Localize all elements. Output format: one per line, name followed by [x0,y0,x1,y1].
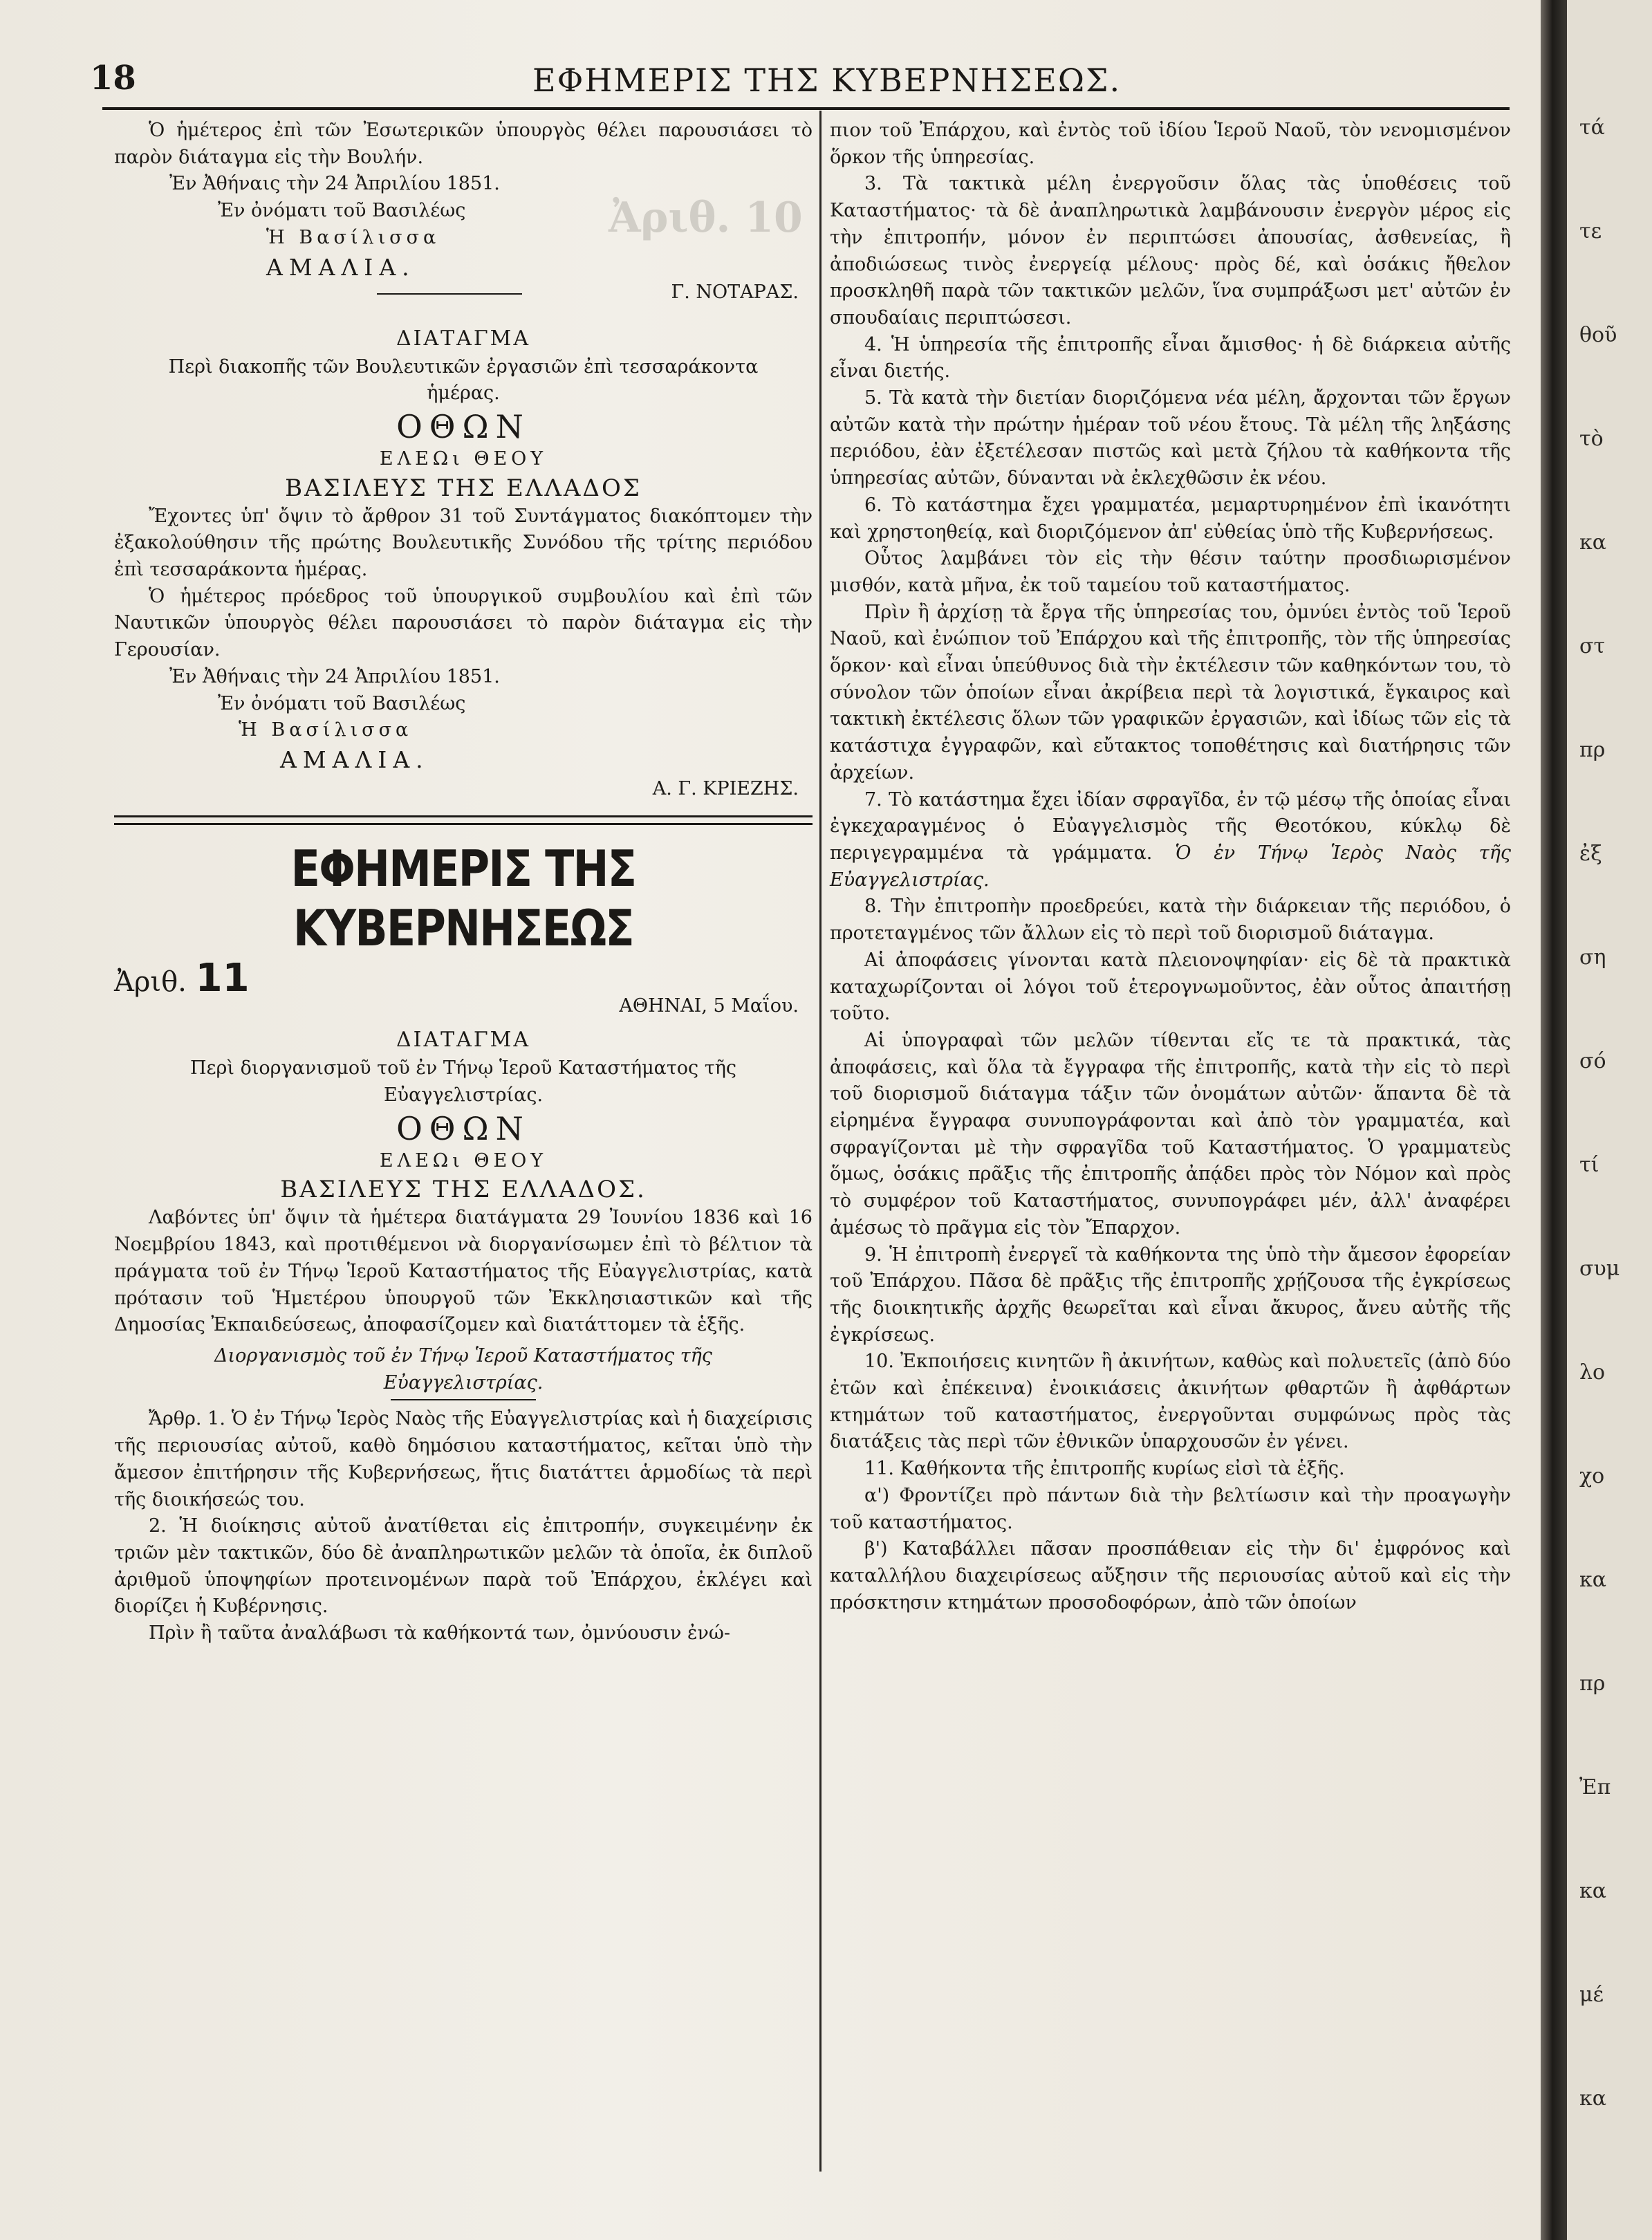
decree1-queen: ΑΜΑΛΙΑ. [266,253,416,281]
decree3-royal-title: ΒΑΣΙΛΕΥΣ ΤΗΣ ΕΛΛΑΔΟΣ. [280,1176,647,1204]
adjacent-page-fragment: ση [1579,945,1606,970]
adjacent-page-fragment: κα [1579,2086,1607,2111]
article11-a: α') Φροντίζει πρὸ πάντων διὰ τὴν βελτίωσιν καὶ τὴν προαγωγὴν τοῦ καταστήματος. [830,1484,1511,1533]
decree3-king: ΟΘΩΝ [396,1109,530,1147]
masthead-title: ΕΦΗΜΕΡΙΣ ΤΗΣ ΚΥΒΕΡΝΗΣΕΩΣ [290,839,636,957]
article2-continuation: πιον τοῦ Ἐπάρχου, καὶ ἐντὸς τοῦ ἰδίου Ἱεροῦ Ναοῦ, τὸν νενομισμένον ὅρκον τῆς ὑπηρεσίας. [830,120,1511,168]
article5: 5. Τὰ κατὰ τὴν διετίαν διοριζόμενα νέα μέλη, ἄρχονται τῶν ἔργων αὐτῶν κατὰ τὴν πρώτην ἡμέραν τοῦ νέου ἔτους. Τὰ μέλη τῆς ληξάσης περιόδου, ἐὰν ἐξετέλεσαν πιστῶς καὶ μετὰ ζήλου τὰ καθήκοντα τῆς ὑπηρεσίας αὐτῶν, δύνανται νὰ ἐκλεχθῶσιν ἐκ νέου. [830,387,1511,490]
decree2-grace: ΕΛΕΩι ΘΕΟΥ [379,447,548,470]
article6-salary: Οὗτος λαμβάνει τὸν εἰς τὴν θέσιν ταύτην προσδιωρισμένον μισθόν, κατὰ μῆνα, ἐκ τοῦ ταμείου τοῦ καταστήματος. [830,548,1511,596]
decree3-grace: ΕΛΕΩι ΘΕΟΥ [379,1149,548,1172]
adjacent-page-fragment: Ἐπ [1579,1775,1611,1799]
article7 [830,787,1511,894]
article6-oath: Πρὶν ἢ ἀρχίσῃ τὰ ἔργα τῆς ὑπηρεσίας του, ὀμνύει ἐντὸς τοῦ Ἱεροῦ Ναοῦ, καὶ ἐνώπιον τοῦ Ἐπάρχου καὶ τῆς ἐπιτροπῆς, τὸν τῆς ὑπηρεσίας ὅρκον· καὶ εἶναι ὑπεύθυνος διὰ τὴν ἐκτέλεσιν τῶν καθηκόντων του, τὸ σύνολον τῶν ὁποίων εἶναι ἀκρίβεια περὶ τὰ λογιστικά, ἔγκαιρος καὶ τακτικὴ ἐκτέλεσις ὅλων τῶν γραφικῶν ἐργασιῶν, καὶ ἰδίως τῶν εἰς τὰ κατάστιχα ἐγγραφῶν, καὶ εὔτακτος τοποθέτησις καὶ διατήρησις τῶν ἀρχείων. [830,601,1511,784]
decree3-article2: 2. Ἡ διοίκησις αὐτοῦ ἀνατίθεται εἰς ἐπιτροπήν, συγκειμένην ἐκ τριῶν μὲν τακτικῶν, δύο δὲ ἀναπληρωτικῶν μελῶν τὰ ὁποῖα, ἐκ διπλοῦ ἀριθμοῦ ὑποψηφίων προτεινομένων παρὰ τοῦ Ἐπάρχου, ἐκλέγει καὶ διορίζει ἡ Κυβέρνησις. [114,1515,813,1618]
page-header [90,59,1514,107]
decree2-queen-title: Ἡ Βασίλισσα [239,719,413,741]
decree2-king: ΟΘΩΝ [396,407,530,445]
decree1-date: Ἐν Ἀθήναις τὴν 24 Ἀπριλίου 1851. [169,173,500,195]
article9: 9. Ἡ ἐπιτροπὴ ἐνεργεῖ τὰ καθήκοντα της ὑπὸ τὴν ἄμεσον ἐφορείαν τοῦ Ἐπάρχου. Πᾶσα δὲ πρᾶξις τῆς ἐπιτροπῆς χρῄζουσα τῆς ἐγκρίσεως τῆς διοικητικῆς ἀρχῆς θεωρεῖται καὶ εἶναι ἄκυρος, ἄνευ αὐτῆς τῆς ἐγκρίσεως. [830,1243,1511,1346]
adjacent-page-fragment: τί [1579,1153,1599,1177]
article4: 4. Ἡ ὑπηρεσία τῆς ἐπιτροπῆς εἶναι ἄμισθος· ἡ δὲ διάρκεια αὐτῆς εἶναι διετής. [830,333,1511,382]
bleed-through-text: Ἀριθ. 10 [609,194,803,242]
decree2-in-name: Ἐν ὀνόματι τοῦ Βασιλέως [218,692,466,714]
article10: 10. Ἐκποιήσεις κινητῶν ἢ ἀκινήτων, καθὼς καὶ πολυετεῖς (ἀπὸ δύο ἐτῶν καὶ ἐπέκεινα) ἐνοικιάσεις ἀκινήτων φθαρτῶν ἢ ἀφθάρτων κτημάτων τοῦ καταστήματος, ἐνεργοῦνται συμφώνως πρὸς τὰς διατάξεις τὰς περὶ τῶν ἐθνικῶν ὑπαρχουσῶν ἐν γένει. [830,1351,1511,1453]
article7-seal-inscription: Ὁ ἐν Τήνῳ Ἱερὸς Ναὸς τῆς Εὐαγγελιστρίας. [830,842,1512,891]
decree3-article1: Ἄρθρ. 1. Ὁ ἐν Τήνῳ Ἱερὸς Ναὸς τῆς Εὐαγγελιστρίας καὶ ἡ διαχείρισις τῆς περιουσίας αὐτοῦ, καθὸ δημόσιου καταστήματος, κεῖται ὑπὸ τὴν ἄμεσον ἐπιτήρησιν τῆς Κυβερνήσεως, ἥτις διατάττει ἁρμοδίως τὰ περὶ τῆς διοικήσεώς του. [114,1408,813,1510]
article11: 11. Καθήκοντα τῆς ἐπιτροπῆς κυρίως εἰσὶ τὰ ἑξῆς. [864,1458,1345,1480]
adjacent-page-fragment: μέ [1579,1983,1604,2007]
adjacent-page-fragment: σό [1579,1049,1606,1073]
adjacent-page-fragment: τε [1579,219,1602,243]
adjacent-page-fragment: κα [1579,530,1607,555]
decree1-queen-title: Ἡ Βασίλισσα [266,226,440,248]
issue-place-date: ΑΘΗΝΑΙ, 5 Μαΐου. [619,994,799,1017]
adjacent-page-fragment: συμ [1579,1257,1620,1281]
decree2-royal-title: ΒΑΣΙΛΕΥΣ ΤΗΣ ΕΛΛΑΔΟΣ [285,474,642,502]
page-number: 18 [90,59,136,98]
issue-label: Ἀριθ. [114,965,187,998]
article6: 6. Τὸ κατάστημα ἔχει γραμματέα, μεμαρτυρημένον ἐπὶ ἱκανότητι καὶ χρηστοηθείᾳ, καὶ διοριζόμενον ἀπ' εὐθείας ὑπὸ τῆς Κυβερνήσεως. [830,494,1511,543]
adjacent-page-fragment: λο [1579,1360,1606,1385]
decree2-date: Ἐν Ἀθήναις τὴν 24 Ἀπριλίου 1851. [169,665,500,687]
section-title-rule [391,1399,536,1400]
adjacent-page-fragment: θοῦ [1579,323,1617,347]
decree3-section-title: Διοργανισμὸς τοῦ ἐν Τήνῳ Ἱεροῦ Καταστήματος τῆς Εὐαγγελιστρίας. [214,1344,712,1394]
decree2-minister: Α. Γ. ΚΡΙΕΖΗΣ. [652,777,799,799]
decree1-opening: Ὁ ἡμέτερος ἐπὶ τῶν Ἐσωτερικῶν ὑπουργὸς θέλει παρουσιάσει τὸ παρὸν διάταγμα εἰς τὴν Βουλήν. [114,120,813,168]
decree3-subject: Περὶ διοργανισμοῦ τοῦ ἐν Τήνῳ Ἱεροῦ Καταστήματος τῆς Εὐαγγελιστρίας. [190,1057,736,1107]
decree2-body2: Ὁ ἡμέτερος πρόεδρος τοῦ ὑπουργικοῦ συμβουλίου καὶ ἐπὶ τῶν Ναυτικῶν ὑπουργὸς θέλει παρουσιάσει τὸ παρὸν διάταγμα εἰς τὴν Γερουσίαν. [114,585,813,661]
running-title: ΕΦΗΜΕΡΙΣ ΤΗΣ ΚΥΒΕΡΝΗΣΕΩΣ. [532,62,1122,99]
decree1-minister: Γ. ΝΟΤΑΡΑΣ. [671,281,799,303]
article8: 8. Τὴν ἐπιτροπὴν προεδρεύει, κατὰ τὴν διάρκειαν τῆς περιόδου, ὁ προτεταγμένος τῶν ἄλλων εἰς τὸ περὶ τοῦ διορισμοῦ διάταγμα. [830,896,1511,945]
adjacent-page-fragment: πρ [1579,738,1606,762]
signature-rule [377,293,522,295]
book-gutter [1541,0,1567,2240]
decree1-in-name: Ἐν ὀνόματι τοῦ Βασιλέως [218,200,466,222]
adjacent-page-fragment: ἐξ [1579,842,1602,866]
decree2-body1: Ἔχοντες ὑπ' ὄψιν τὸ ἄρθρον 31 τοῦ Συντάγματος διακόπτομεν τὴν ἐξακολούθησιν τῆς πρώτης Βουλευτικῆς Συνόδου τῆς τρίτης περιόδου ἐπὶ τεσσαράκοντα ἡμέρας. [114,505,813,581]
article8-decisions: Αἱ ἀποφάσεις γίνονται κατὰ πλειονοψηφίαν· εἰς δὲ τὰ πρακτικὰ καταχωρίζονται οἱ λόγοι τοῦ ἑτερογνωμοῦντος, ἐὰν οὗτος ἀπαιτήσῃ τοῦτο. [830,949,1511,1025]
adjacent-page-fragment: τά [1579,115,1605,140]
section-double-rule [114,815,813,825]
decree3-heading: ΔΙΑΤΑΓΜΑ [396,1028,531,1053]
right-column [830,118,1511,1616]
column-rule [819,111,822,2172]
article8-signatures: Αἱ ὑπογραφαὶ τῶν μελῶν τίθενται εἴς τε τὰ πρακτικά, τὰς ἀποφάσεις, καὶ ὅλα τὰ ἔγγραφα τῆς ἐπιτροπῆς, κατὰ τὴν εἰς τὸ περὶ τοῦ διορισμοῦ διάταγμα τάξιν τῶν ὀνομάτων αὐτῶν· ἅπαντα δὲ τὰ εἰρημένα ἔγγραφα συνυπογράφονται καὶ ἀπὸ τὸν γραμματέα, καὶ σφραγίζονται μὲ τὴν σφραγῖδα τοῦ Καταστήματος. Ὁ γραμματεὺς ὅμως, ὁσάκις πρᾶξις τῆς ἐπιτροπῆς ἀπᾴδει πρὸς τὸν Νόμον καὶ πρὸς τὸ συμφέρον τοῦ Καταστήματος, συνυπογράφει μέν, ἀλλ' ἀναφέρει ἀμέσως τὸ πρᾶγμα εἰς τὸν Ἔπαρχον. [830,1029,1511,1239]
header-rule [102,107,1510,110]
decree2-heading: ΔΙΑΤΑΓΜΑ [396,326,531,351]
adjacent-page-fragment: τὸ [1579,427,1604,451]
adjacent-page-fragment: στ [1579,634,1606,658]
adjacent-page-fragment: χο [1579,1464,1605,1488]
decree1-signature-row [114,281,813,311]
decree2-queen: ΑΜΑΛΙΑ. [280,746,429,773]
adjacent-page-fragment: κα [1579,1879,1607,1903]
adjacent-page-fragment: πρ [1579,1672,1606,1696]
left-column [114,118,813,1647]
adjacent-page-fragment: κα [1579,1568,1607,1592]
article7-text: 7. Τὸ κατάστημα ἔχει ἰδίαν σφραγῖδα, ἐν τῷ μέσῳ τῆς ὁποίας εἶναι ἐγκεχαραγμένος ὁ Εὐαγγελισμὸς τῆς Θεοτόκου, κύκλῳ δὲ περιγεγραμμένα τὰ γράμματα. [830,788,1511,864]
issue-number: 11 [195,955,250,1001]
spacer [114,311,813,324]
decree2-subject: Περὶ διακοπῆς τῶν Βουλευτικῶν ἐργασιῶν ἐπὶ τεσσαράκοντα ἡμέρας. [168,355,759,405]
decree3-preamble: Λαβόντες ὑπ' ὄψιν τὰ ἡμέτερα διατάγματα 29 Ἰουνίου 1836 καὶ 16 Νοεμβρίου 1843, καὶ προτιθέμενοι νὰ διοργανίσωμεν ἐπὶ τὸ βέλτιον τὰ πράγματα τοῦ ἐν Τήνῳ Ἱεροῦ Καταστήματος τῆς Εὐαγγελιστρίας, κατὰ πρότασιν τοῦ Ἡμετέρου ὑπουργοῦ τῶν Ἐκκλησιαστικῶν καὶ τῆς Δημοσίας Ἐκπαιδεύσεως, ἀποφασίζομεν καὶ διατάττομεν τὰ ἑξῆς. [114,1207,813,1336]
article3: 3. Τὰ τακτικὰ μέλη ἐνεργοῦσιν ὅλας τὰς ὑποθέσεις τοῦ Καταστήματος· τὰ δὲ ἀναπληρωτικὰ λαμβάνουσιν ἐνεργὸν μέρος εἰς τὴν ἐπιτροπήν, μόνον ἐν περιπτώσει ἀπουσίας, ἀσθενείας, ἢ ἀποδιώσεως τινὸς ἐνεργείᾳ μέλους· πρὸς δέ, καὶ ὁσάκις ἤθελον προσκληθῆ παρὰ τῶν τακτικῶν μελῶν, ἵνα συμπράξωσι μετ' αὐτῶν ἐν σπουδαίαις περιπτώσεσι. [830,173,1511,328]
adjacent-page-edge [1567,0,1652,2240]
decree3-article2-oath: Πρὶν ἢ ταῦτα ἀναλάβωσι τὰ καθήκοντά των, ὀμνύουσιν ἐνώ- [149,1622,731,1645]
article11-b: β') Καταβάλλει πᾶσαν προσπάθειαν εἰς τὴν δι' ἐμφρόνος καὶ καταλλήλου διαχειρίσεως αὔξησιν τῆς περιουσίας αὐτοῦ καὶ εἰς τὴν πρόσκτησιν κτημάτων προσοδοφόρων, ἀπὸ τῶν ὁποίων [830,1538,1511,1613]
